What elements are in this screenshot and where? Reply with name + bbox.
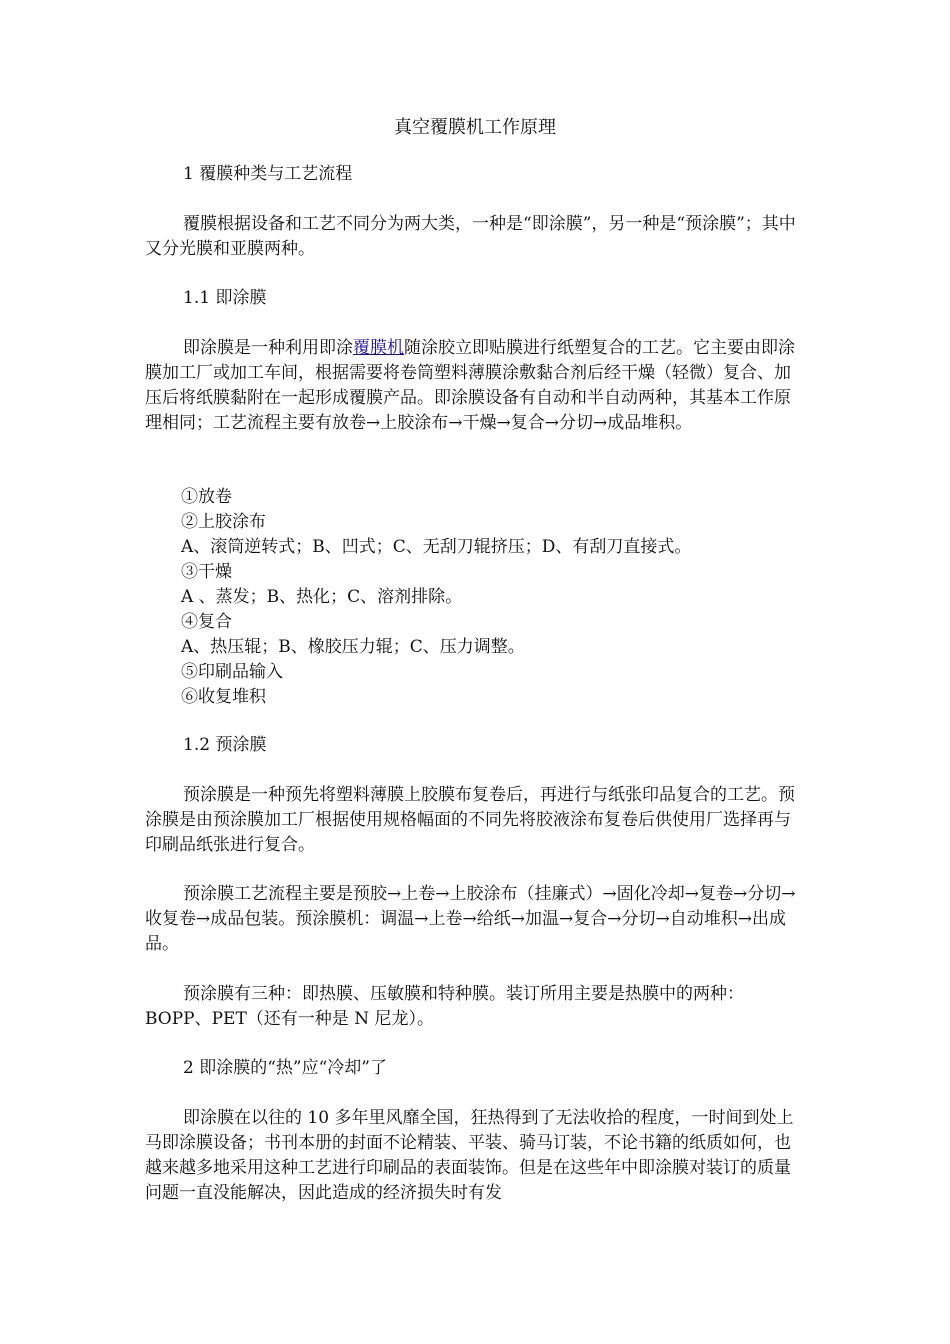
list-item: ⑥收复堆积	[181, 687, 266, 707]
section-heading-1-2: 1.2 预涂膜	[183, 735, 267, 755]
section-heading-1-1: 1.1 即涂膜	[183, 288, 267, 308]
list-item: A 、蒸发；B、热化；C、溶剂排除。	[181, 587, 463, 607]
laminator-link[interactable]: 覆膜机	[353, 338, 404, 358]
section-heading-1: 1 覆膜种类与工艺流程	[183, 164, 353, 184]
process-steps-list	[181, 485, 801, 710]
paragraph-2	[145, 336, 800, 436]
paragraph-2-after-link: 随涂胶立即贴膜进行纸塑复合的工艺。它主要由即涂膜加工厂或加工车间，根据需要将卷筒塑料薄膜涂敷黏合剂后经干燥（轻微）复合、加压后将纸膜黏附在一起形成覆膜产品。即涂膜设备有自动和半自动两种，其基本工作原理相同；工艺流程主要有放卷→上胶涂布→干燥→复合→分切→成品堆积。	[145, 338, 795, 433]
list-item: ⑤印刷品输入	[181, 662, 283, 682]
paragraph-5-text: 预涂膜有三种：即热膜、压敏膜和特种膜。装订所用主要是热膜中的两种：BOPP、PET（还有一种是 N 尼龙）。	[145, 984, 744, 1029]
paragraph-6	[145, 1106, 800, 1206]
section-heading-2: 2 即涂膜的“热”应“冷却”了	[183, 1058, 387, 1078]
paragraph-4-text: 预涂膜工艺流程主要是预胶→上卷→上胶涂布（挂廉式）→固化冷却→复卷→分切→收复卷→成品包装。预涂膜机：调温→上卷→给纸→加温→复合→分切→自动堆积→出成品。	[145, 884, 796, 954]
list-item: A、热压辊；B、橡胶压力辊；C、压力调整。	[181, 637, 525, 657]
paragraph-5	[145, 982, 800, 1032]
paragraph-3	[145, 783, 800, 858]
paragraph-2-before-link: 即涂膜是一种利用即涂	[183, 338, 353, 358]
paragraph-1	[145, 212, 800, 262]
paragraph-3-text: 预涂膜是一种预先将塑料薄膜上胶膜布复卷后，再进行与纸张印品复合的工艺。预涂膜是由预涂膜加工厂根据使用规格幅面的不同先将胶液涂布复卷后供使用厂选择再与印刷品纸张进行复合。	[145, 785, 795, 855]
paragraph-4	[145, 882, 800, 957]
list-item: A、滚筒逆转式；B、凹式；C、无刮刀辊挤压；D、有刮刀直接式。	[181, 537, 692, 557]
paragraph-2-text	[145, 336, 800, 436]
list-item: ④复合	[181, 612, 232, 632]
paragraph-6-text: 即涂膜在以往的 10 多年里风靡全国，狂热得到了无法收拾的程度，一时间到处上马即涂膜设备；书刊本册的封面不论精装、平装、骑马订装，不论书籍的纸质如何，也越来越多地采用这种工艺进行印刷品的表面装饰。但是在这些年中即涂膜对装订的质量问题一直没能解决，因此造成的经济损失时有发	[145, 1108, 794, 1203]
list-item: ③干燥	[181, 562, 232, 582]
list-item: ②上胶涂布	[181, 512, 266, 532]
paragraph-1-text: 覆膜根据设备和工艺不同分为两大类，一种是“即涂膜”，另一种是“预涂膜”；其中又分光膜和亚膜两种。	[145, 214, 796, 259]
document-title: 真空覆膜机工作原理	[394, 117, 556, 138]
list-item: ①放卷	[181, 487, 232, 507]
